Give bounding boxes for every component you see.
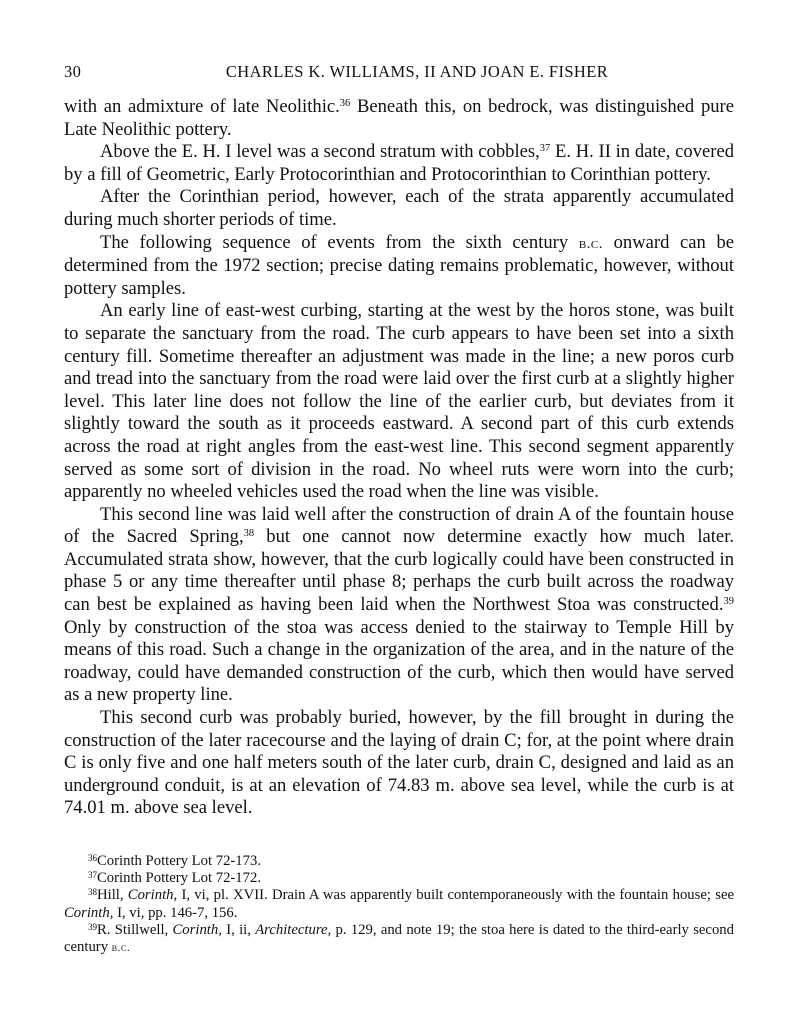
- paragraph-4: [64, 232, 734, 301]
- footnote-36: [64, 853, 734, 870]
- footnote-mark: 37: [88, 870, 97, 881]
- page-number: 30: [64, 62, 82, 81]
- paragraph-1: [64, 96, 734, 141]
- footnote-text: R. Stillwell,: [97, 921, 173, 938]
- footnote-text: I, vi, pp. 146-7, 156.: [113, 904, 238, 921]
- paragraph-3: After the Corinthian period, however, each of the strata apparently accumulated during much shorter periods of time.: [64, 186, 734, 230]
- paragraph-5: An early line of east-west curbing, starting at the west by the horos stone, was built to separate the sanctuary from the road. The curb appears to have been set into a sixth century fill. Sometime thereafter an adjustment was made in the line; a new poros curb and tread into the sanctuary from the road were laid over the first curb at a slightly higher level. This later line does not follow the line of the earlier curb, but deviates from it slightly toward the south as it proceeds eastward. A second part of this curb extends across the road at right angles from the east-west line. This second segment apparently served as some sort of division in the road. No wheel ruts were worn into the curb; apparently no wheeled vehicles used the road when the line was visible.: [64, 300, 734, 503]
- footnote-text: I, ii,: [221, 921, 256, 938]
- footnote-37: [64, 870, 734, 887]
- text-span: onward can be determined from the 1972 section; precise dating remains problematic, however, without pottery samples.: [64, 231, 735, 299]
- footnote-italic: Corinth,: [127, 887, 178, 904]
- footnote-ref[interactable]: 36: [339, 98, 351, 109]
- paragraph-6: [64, 504, 734, 707]
- text-span: Beneath this, on bedrock, was distinguished pure Late Neolithic pottery.: [64, 96, 734, 140]
- footnotes: [64, 853, 734, 956]
- footnote-italic: Architecture,: [255, 921, 332, 938]
- footnote-38: [64, 887, 734, 921]
- era-abbrev: b.c.: [111, 940, 131, 955]
- footnote-text: Hill,: [97, 887, 128, 904]
- footnote-text: p. 129, and note 19; the stoa here is dated to the third-early second century: [64, 921, 734, 956]
- footnote-ref[interactable]: 37: [539, 143, 551, 155]
- footnote-italic: Corinth,: [172, 921, 222, 938]
- footnote-text: I, vi, pl. XVII. Drain A was apparently built contemporaneously with the fountain house; see: [177, 887, 734, 904]
- running-title: CHARLES K. WILLIAMS, II AND JOAN E. FISHER: [225, 62, 609, 81]
- footnote-39: [64, 922, 734, 956]
- era-abbrev: b.c.: [578, 235, 603, 252]
- running-header: [64, 62, 734, 84]
- footnote-text: Corinth Pottery Lot 72-173.: [97, 853, 262, 869]
- footnote-mark: 36: [88, 853, 97, 863]
- footnote-text: Corinth Pottery Lot 72-172.: [97, 870, 262, 887]
- footnote-mark: 39: [88, 921, 97, 932]
- text-span: but one cannot now determine exactly how much later. Accumulated strata show, however, that the curb logically could have been constructed in phase 5 or any time thereafter until phase 8; perhaps the curb built across the roadway can best be explained as having been laid when the Northwest Stoa was constructed.: [64, 526, 735, 616]
- text-span: Above the E. H. I level was a second stratum with cobbles,: [100, 141, 540, 163]
- text-span: The following sequence of events from the sixth century: [100, 231, 579, 253]
- footnote-italic: Corinth,: [64, 904, 114, 921]
- footnote-ref[interactable]: 39: [723, 596, 734, 608]
- paragraph-2: [64, 141, 734, 186]
- text-span: This second line was laid well after the construction of drain A of the fountain house of the Sacred Spring,: [64, 503, 734, 548]
- footnote-ref[interactable]: 38: [243, 528, 255, 540]
- text-span: Only by construction of the stoa was access denied to the stairway to Temple Hill by means of this road. Such a change in the organization of the area, and in the nature of the roadway, could have demanded construction of the curb, which then would have served as a new property line.: [64, 616, 734, 706]
- body-text: [64, 96, 734, 820]
- paragraph-7: This second curb was probably buried, however, by the fill brought in during the construction of the later racecourse and the laying of drain C; for, at the point where drain C is only five and one half meters south of the later curb, drain C, designed and laid as an underground conduit, is at an elevation of 74.83 m. above sea level, while the curb is at 74.01 m. above sea level.: [64, 707, 734, 819]
- text-span: E. H. II in date, covered by a fill of Geometric, Early Protocorinthian and Protocorinthian to Corinthian pottery.: [64, 141, 735, 185]
- text-span: with an admixture of late Neolithic.: [64, 96, 340, 117]
- footnote-mark: 38: [88, 887, 97, 898]
